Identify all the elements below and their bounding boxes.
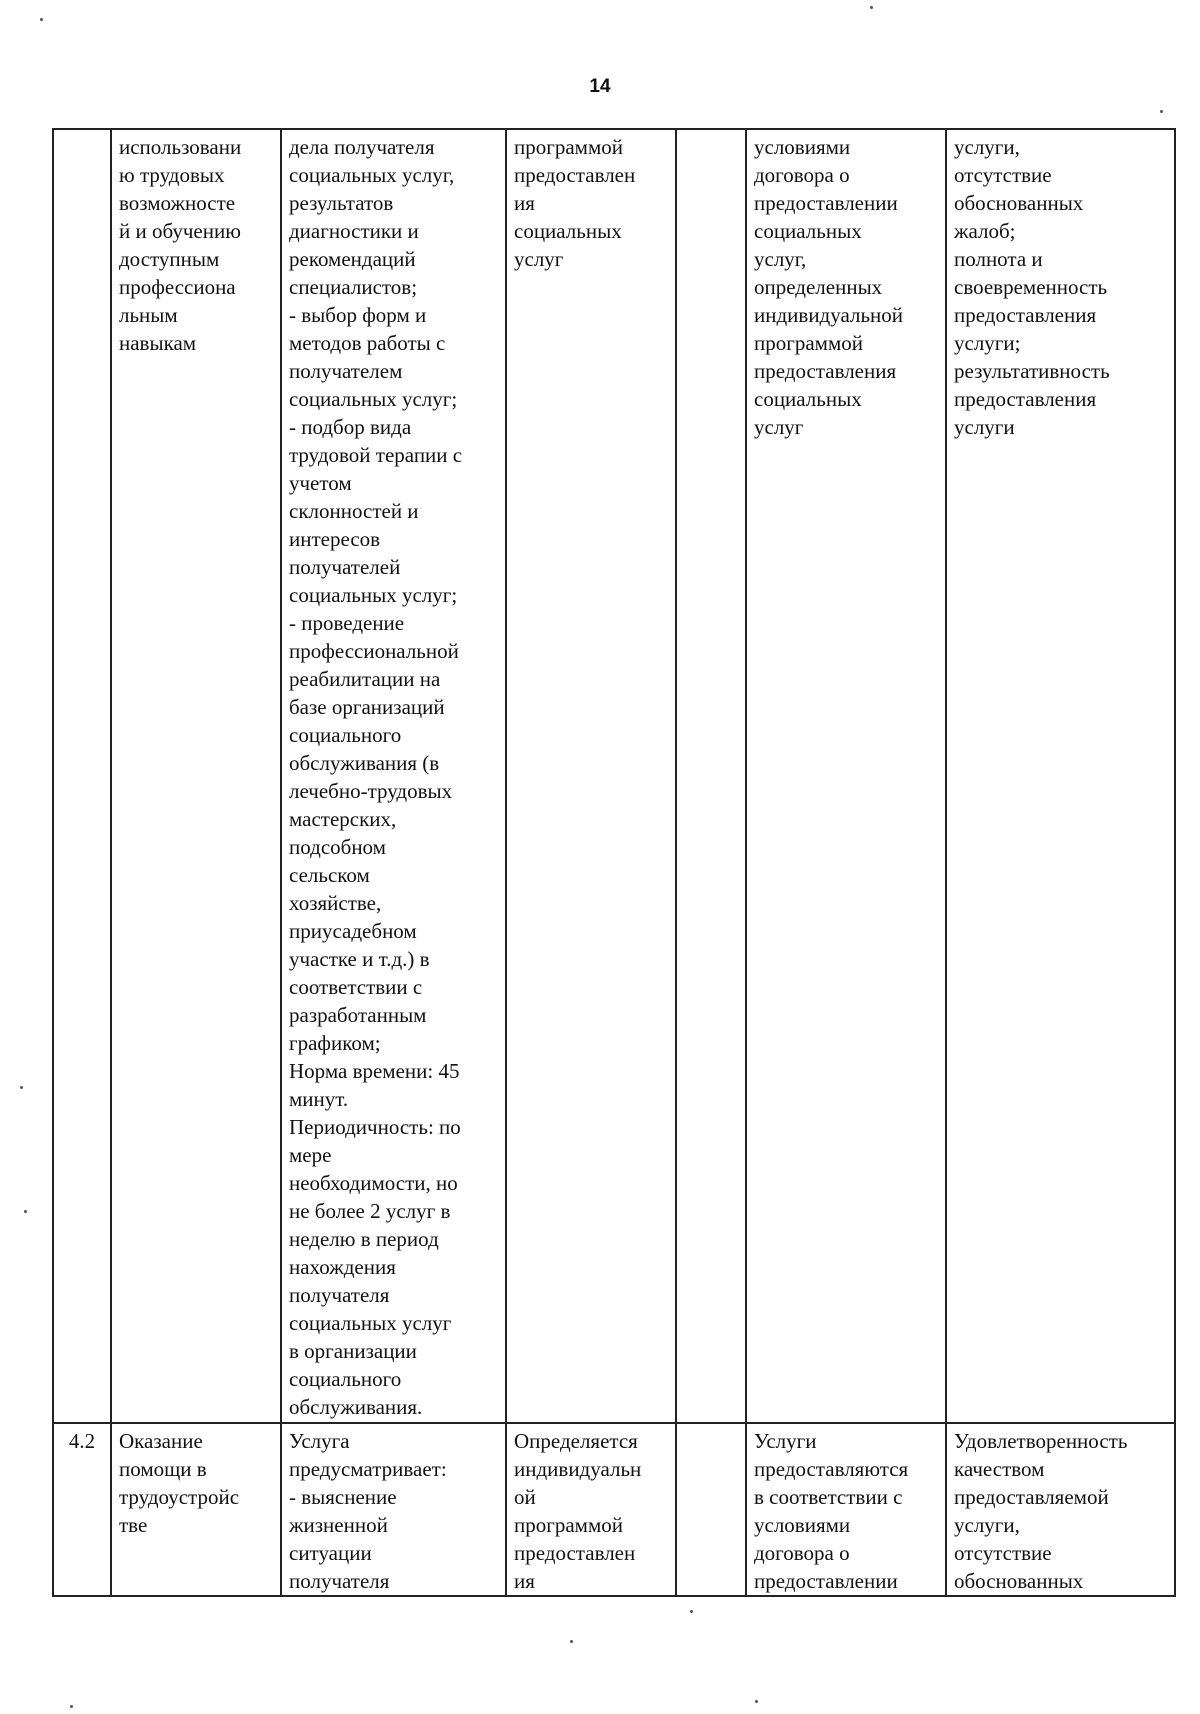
service-content: Услуга предусматривает: - выяснение жизненной ситуации получателя (289, 1429, 447, 1593)
scan-speck (40, 18, 43, 21)
table-row (53, 1423, 1175, 1596)
scan-speck (755, 1700, 758, 1703)
scan-speck (870, 6, 873, 9)
service-content: дела получателя социальных услуг, результатов диагностики и рекомендаций специалистов; - выбор форм и методов работы с получателем социальных услуг; - подбор вида трудовой терапии с учетом склонностей и интересов получателей социальных услуг; - проведение профессиональной реабилитации на базе организаций социального обслуживания (в лечебно-трудовых мастерских, подсобном сельском хозяйстве, приусадебном участке и т.д.) в соответствии с разработанным графиком; Норма времени: 45 минут. Периодичность: по мере необходимости, но не более 2 услуг в неделю в период нахождения получателя социальных услуг в организации социального обслуживания. (289, 135, 463, 1419)
row-number: 4.2 (68, 1429, 96, 1453)
service-conditions-cell (746, 1423, 946, 1596)
row-number-cell (53, 1423, 111, 1596)
scan-speck (690, 1610, 693, 1613)
service-term-cell (676, 1423, 746, 1596)
service-volume: Определяется индивидуальн ой программой предоставлен ия (514, 1429, 642, 1593)
service-name-cell (111, 129, 281, 1423)
service-conditions-cell (746, 129, 946, 1423)
scan-speck (70, 1705, 73, 1708)
scan-speck (20, 1086, 23, 1089)
page-number: 14 (589, 76, 611, 97)
service-quality: услуги, отсутствие обоснованных жалоб; полнота и своевременность предоставления услуги; результативность предоставления услуги (954, 135, 1110, 439)
service-quality-cell (946, 129, 1175, 1423)
service-content-cell (281, 129, 506, 1423)
scan-speck (570, 1640, 573, 1643)
service-term-cell (676, 129, 746, 1423)
service-conditions: Услуги предоставляются в соответствии с условиями договора о предоставлении (754, 1429, 909, 1593)
service-name: Оказание помощи в трудоустройс тве (119, 1429, 240, 1537)
services-table (52, 128, 1176, 1597)
scan-speck (1160, 110, 1163, 113)
service-name: использовани ю трудовых возможносте й и обучению доступным профессиона льным навыкам (119, 135, 242, 355)
service-content-cell (281, 1423, 506, 1596)
service-volume-cell (506, 129, 676, 1423)
service-quality-cell (946, 1423, 1175, 1596)
row-number-cell (53, 129, 111, 1423)
service-quality: Удовлетворенность качеством предоставляемой услуги, отсутствие обоснованных (954, 1429, 1128, 1593)
service-volume-cell (506, 1423, 676, 1596)
scan-speck (24, 1210, 27, 1213)
service-volume: программой предоставлен ия социальных услуг (514, 135, 636, 271)
table-row (53, 129, 1175, 1423)
service-name-cell (111, 1423, 281, 1596)
service-conditions: условиями договора о предоставлении социальных услуг, определенных индивидуальной программой предоставления социальных услуг (754, 135, 903, 439)
